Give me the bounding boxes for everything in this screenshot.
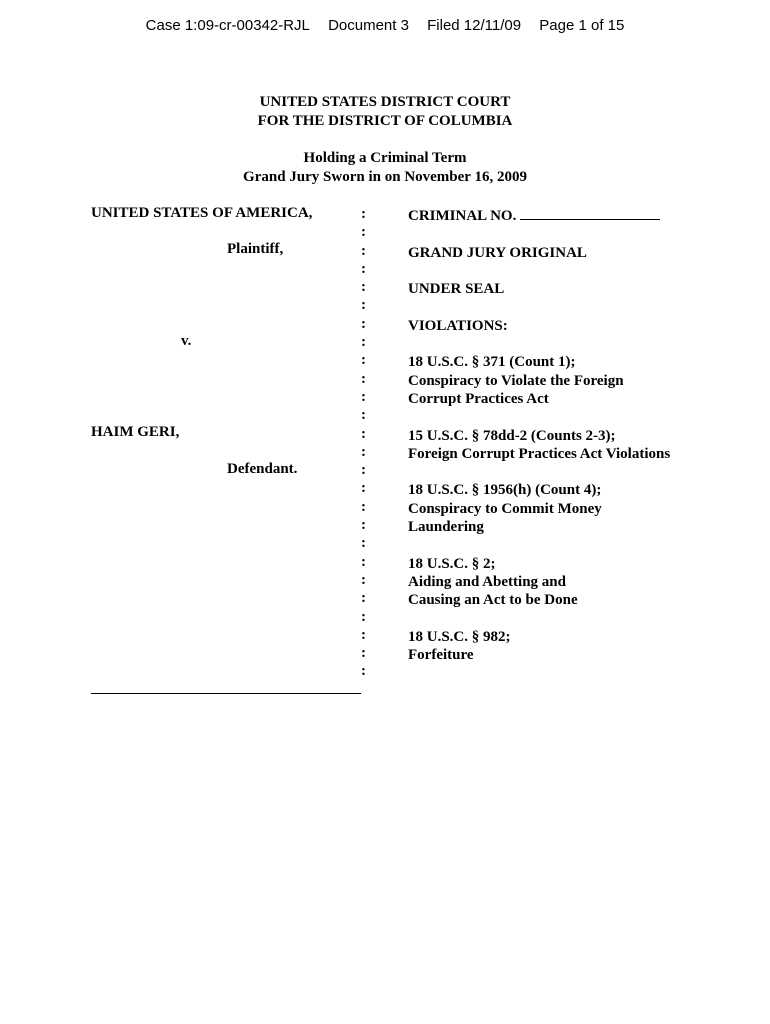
colon-separator: : — [361, 517, 366, 534]
court-term — [0, 149, 770, 187]
colon-separator: : — [361, 443, 366, 460]
colon-separator: : — [361, 352, 366, 369]
violation-5-desc: Forfeiture — [408, 647, 474, 664]
criminal-number: CRIMINAL NO. — [408, 205, 670, 225]
colon-separator: : — [361, 388, 366, 405]
colon-separator: : — [361, 242, 366, 259]
colon-separator: : — [361, 462, 366, 479]
colon-separator: : — [361, 315, 366, 332]
colon-separator: : — [361, 297, 366, 314]
violation-4-statute: 18 U.S.C. § 2; — [408, 555, 496, 572]
colon-separator: : — [361, 260, 366, 277]
defendant-role: Defendant. — [227, 461, 298, 477]
violation-3-desc-cont: Laundering — [408, 519, 484, 536]
violation-4-desc: Aiding and Abetting and — [408, 573, 566, 590]
violation-2-statute: 15 U.S.C. § 78dd-2 (Counts 2-3); — [408, 427, 616, 444]
document-number: Document 3 — [328, 17, 409, 34]
colon-separator: : — [361, 498, 366, 515]
violation-3-desc: Conspiracy to Commit Money — [408, 500, 602, 517]
colon-separator: : — [361, 370, 366, 387]
violation-5-statute: 18 U.S.C. § 982; — [408, 628, 511, 645]
defendant-name: HAIM GERI, — [91, 424, 180, 440]
term-line-1: Holding a Criminal Term — [303, 150, 467, 166]
court-heading — [0, 93, 770, 131]
grand-jury-original: GRAND JURY ORIGINAL — [408, 244, 587, 261]
page-number: Page 1 of 15 — [539, 17, 625, 34]
case-details — [408, 205, 670, 664]
criminal-number-blank — [520, 205, 660, 220]
court-name: UNITED STATES DISTRICT COURT — [259, 94, 511, 110]
colon-separator: : — [361, 279, 366, 296]
colon-separator: : — [361, 571, 366, 588]
colon-separator: : — [361, 425, 366, 442]
versus: v. — [181, 333, 192, 349]
caption-rule — [91, 693, 361, 694]
plaintiff-role: Plaintiff, — [227, 241, 284, 257]
colon-separator: : — [361, 206, 366, 222]
case-number: Case 1:09-cr-00342-RJL — [145, 17, 310, 34]
colon-separator: : — [361, 590, 366, 607]
plaintiff-name: UNITED STATES OF AMERICA, — [91, 205, 313, 221]
filed-date: Filed 12/11/09 — [427, 17, 522, 34]
violations-heading: VIOLATIONS: — [408, 317, 508, 334]
colon-separator: : — [361, 608, 366, 625]
violation-2-desc: Foreign Corrupt Practices Act Violations — [408, 445, 671, 462]
court-district: FOR THE DISTRICT OF COLUMBIA — [257, 113, 513, 129]
colon-separator: : — [361, 663, 366, 680]
colon-separator: : — [361, 407, 366, 424]
violation-3-statute: 18 U.S.C. § 1956(h) (Count 4); — [408, 482, 602, 499]
colon-separator: : — [361, 334, 366, 351]
colon-separator: : — [361, 535, 366, 552]
colon-separator: : — [361, 626, 366, 643]
colon-separator: : — [361, 645, 366, 662]
violation-1-desc: Conspiracy to Violate the Foreign — [408, 372, 624, 389]
colon-separator: : — [361, 224, 366, 241]
violation-4-desc-cont: Causing an Act to be Done — [408, 592, 578, 609]
ecf-header — [0, 17, 770, 34]
under-seal: UNDER SEAL — [408, 281, 505, 298]
term-line-2: Grand Jury Sworn in on November 16, 2009 — [243, 169, 527, 185]
colon-separator: : — [361, 480, 366, 497]
violation-1-desc-cont: Corrupt Practices Act — [408, 390, 549, 407]
colon-separator: : — [361, 553, 366, 570]
violation-1-statute: 18 U.S.C. § 371 (Count 1); — [408, 354, 576, 371]
colon-column — [361, 205, 366, 681]
